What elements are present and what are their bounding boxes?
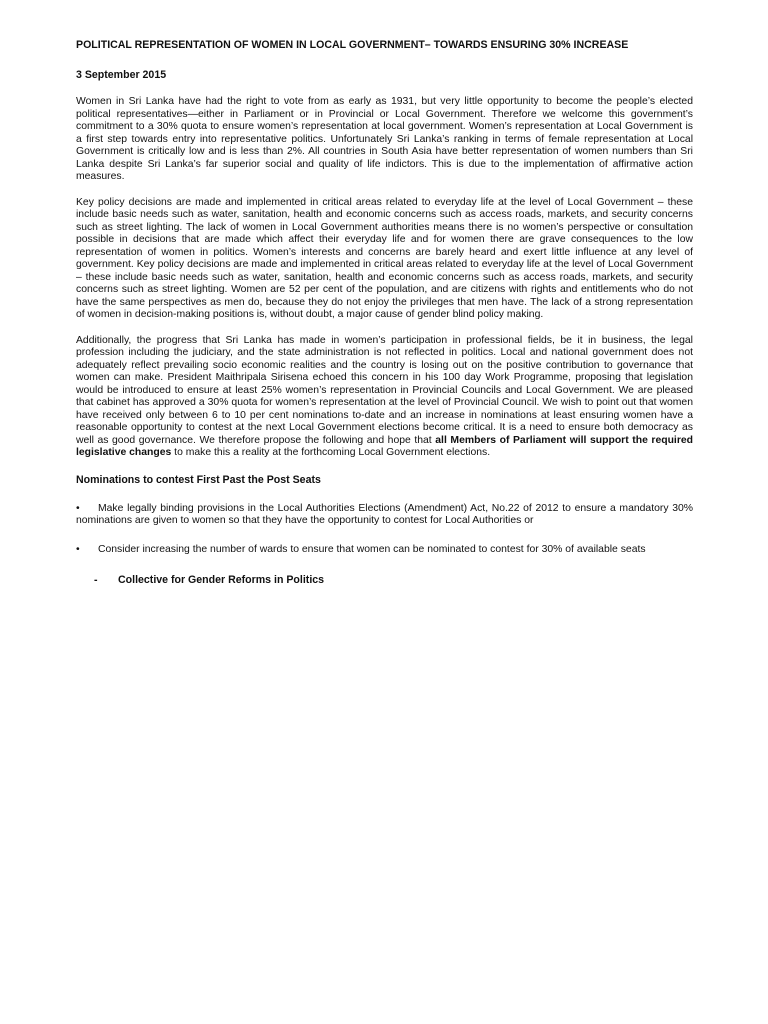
bullet-item-1 (76, 503, 693, 528)
bullet-dot: • (76, 543, 80, 555)
paragraph-3-bold: all Members of Parliament will support the required legislative changes (76, 434, 693, 458)
paragraph-2: Key policy decisions are made and implemented in critical areas related to everyday life at the level of Local Government – these include basic needs such as water, sanitation, health and economic concerns such as access roads, markets, and security concerns such as street lighting. The lack of women in Local Government authorities means there is no women’s perspective or consultation possible in decisions that are made which affect their everyday life and for women there are grave consequences to the low representation of women in politics. Women’s interests and concerns are barely heard and exert little influence at any level of government. Key policy decisions are made and implemented in critical areas related to everyday life at the level of Local Government – these include basic needs such as water, sanitation, health and economic concerns such as access roads, markets, and security concerns such as street lighting. Women are 52 per cent of the population, and are citizens with rights and entitlements who do not have the same perspectives as men do, because they do not enjoy the privileges that men have. The lack of a strong representation of women in decision-making positions is, without doubt, a major cause of gender blind policy making. (76, 196, 693, 320)
document-title: POLITICAL REPRESENTATION OF WOMEN IN LOCAL GOVERNMENT– TOWARDS ENSURING 30% INCREASE (76, 39, 629, 51)
section-heading: Nominations to contest First Past the Post Seats (76, 473, 321, 486)
signature-line (94, 573, 693, 587)
paragraph-3 (76, 335, 693, 460)
bullet-dot: • (76, 502, 80, 514)
paragraph-3-start: Additionally, the progress that Sri Lanka has made in women’s participation in professional fields, be it in business, the legal profession including the judiciary, and the state administration is not reflected in politics. Local and national government does not adequately reflect prevailing socio economic realities and the country is losing out on the positive contribution to governance that women can make. President Maithripala Sirisena echoed this concern in his 100 day Work Programme, proposing that legislation would be introduced to ensure at least 25% women’s representation in Provincial Councils and Local Government. We are pleased that cabinet has approved a 30% quota for women’s representation at the level of Provincial Council. We wish to point out that women have received only between 6 to 10 per cent nominations to-date and an increase in nominations at least ensuring women have a reasonable opportunity to contest at the next Local Government elections become critical. It is a need to ensure both democracy as well as good governance. We therefore propose the following and hope that (76, 334, 693, 446)
paragraph-1: Women in Sri Lanka have had the right to vote from as early as 1931, but very little opportunity to become the people’s elected political representatives—either in Parliament or in Provincial or Local Government. Therefore we welcome this government’s commitment to a 30% quota to ensure women’s representation at local government. Women’s representation at Local Government is a first step towards entry into representative politics. Unfortunately Sri Lanka’s ranking in terms of female representation at Local Government is critically low and is less than 2%. All countries in South Asia have better representation of women numbers than Sri Lanka despite Sri Lanka’s far superior social and quality of life indictors. This is due to the implementation of affirmative action measures. (76, 96, 693, 182)
bullet-text-1: Make legally binding provisions in the Local Authorities Elections (Amendment) Act, No.22 of 2012 to ensure a mandatory 30% nominations are given to women so that they have the opportunity to contest for Local Authorities or (76, 502, 693, 526)
document-page (76, 38, 693, 587)
bullet-text-2: Consider increasing the number of wards to ensure that women can be nominated to contest for 30% of available seats (98, 543, 646, 555)
document-date: 3 September 2015 (76, 69, 167, 81)
signature-dash: - (94, 574, 98, 586)
paragraph-3-end: to make this a reality at the forthcoming Local Government elections. (171, 447, 491, 458)
bullet-item-2 (76, 544, 693, 557)
signature-name: Collective for Gender Reforms in Politics (118, 574, 325, 586)
